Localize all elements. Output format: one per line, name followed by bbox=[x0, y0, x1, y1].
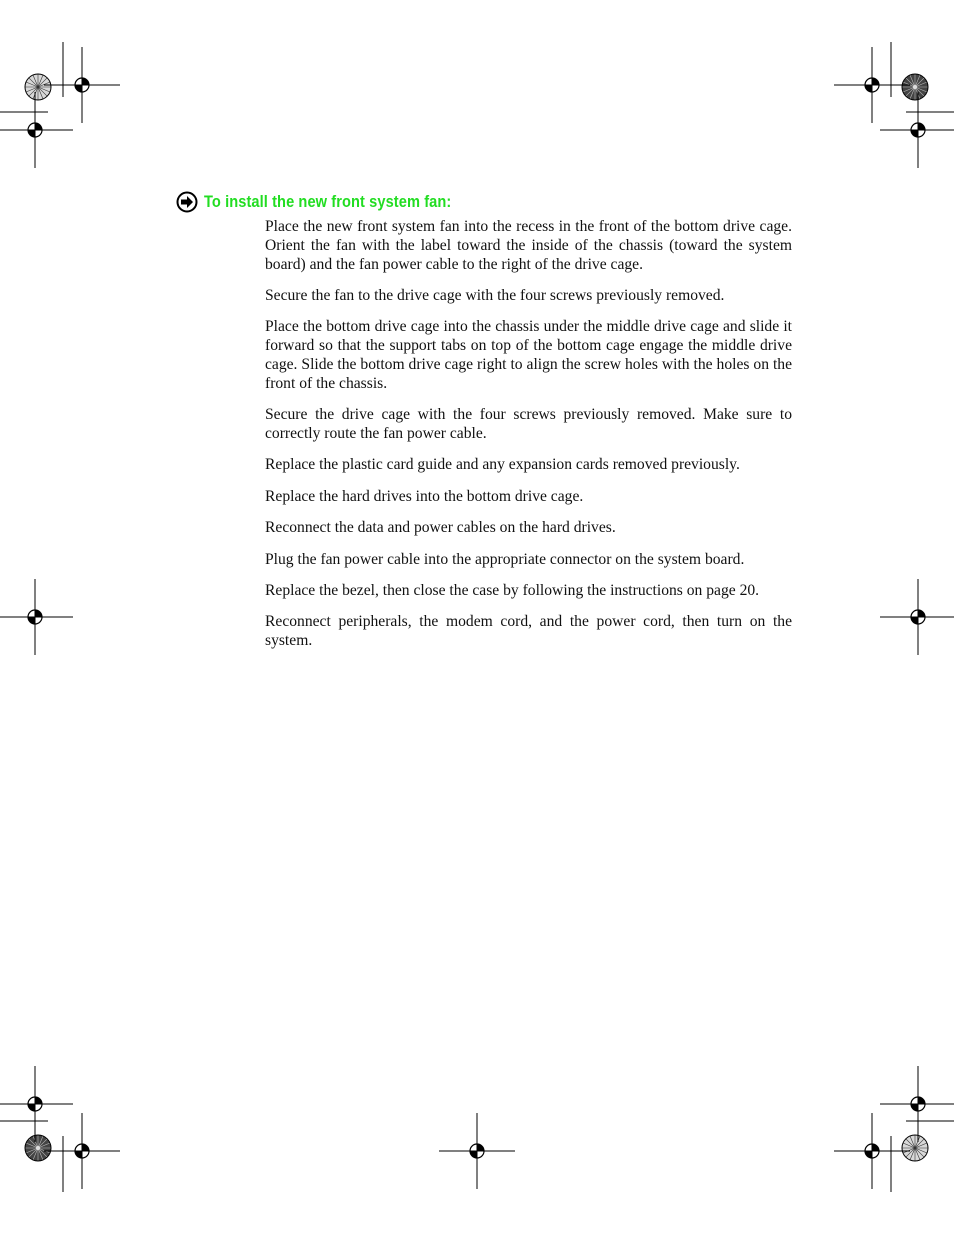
registration-target-icon bbox=[880, 579, 954, 655]
registration-target-icon bbox=[834, 1113, 910, 1189]
registration-target-icon bbox=[0, 92, 73, 168]
registration-target-icon bbox=[834, 47, 910, 123]
registration-target-icon bbox=[880, 1066, 954, 1142]
starburst-color-bar-icon bbox=[25, 74, 51, 100]
step-paragraph: Place the bottom drive cage into the chassis under the middle drive cage and slide it forward so that the support tabs on top of the bottom cage engage the middle drive cage. Slide the bottom drive cage right to align the screw holes with the holes on the front of the chassis. bbox=[265, 318, 792, 392]
step-paragraph: Secure the fan to the drive cage with the four screws previously removed. bbox=[265, 286, 725, 304]
step-paragraph: Replace the plastic card guide and any expansion cards removed previously. bbox=[265, 456, 740, 474]
arrow-right-icon bbox=[176, 191, 198, 213]
registration-target-icon bbox=[44, 1113, 120, 1189]
step-paragraph: Reconnect the data and power cables on the hard drives. bbox=[265, 519, 616, 537]
step-paragraph: Replace the hard drives into the bottom drive cage. bbox=[265, 487, 584, 505]
procedure-heading bbox=[176, 190, 492, 214]
procedure-heading-text: To install the new front system fan: bbox=[204, 192, 452, 211]
registration-target-icon bbox=[0, 1066, 73, 1142]
starburst-color-bar-icon bbox=[902, 1135, 928, 1161]
registration-target-icon bbox=[0, 579, 73, 655]
registration-target-icon bbox=[439, 1113, 515, 1189]
starburst-color-bar-icon bbox=[25, 1135, 51, 1161]
step-paragraph: Reconnect peripherals, the modem cord, and the power cord, then turn on the system. bbox=[265, 613, 792, 650]
registration-target-icon bbox=[880, 92, 954, 168]
step-paragraph: Secure the drive cage with the four screws previously removed. Make sure to correctly route the fan power cable. bbox=[265, 406, 792, 442]
step-paragraph: Replace the bezel, then close the case by following the instructions on page 20. bbox=[265, 581, 760, 599]
procedure-steps bbox=[265, 218, 792, 663]
starburst-color-bar-icon bbox=[902, 74, 928, 100]
step-paragraph: Place the new front system fan into the recess in the front of the bottom drive cage. Orient the fan with the label toward the inside of the chassis (toward the system board) and the fan power cable to the right of the drive cage. bbox=[265, 218, 792, 273]
registration-target-icon bbox=[44, 47, 120, 123]
step-paragraph: Plug the fan power cable into the appropriate connector on the system board. bbox=[265, 550, 745, 568]
